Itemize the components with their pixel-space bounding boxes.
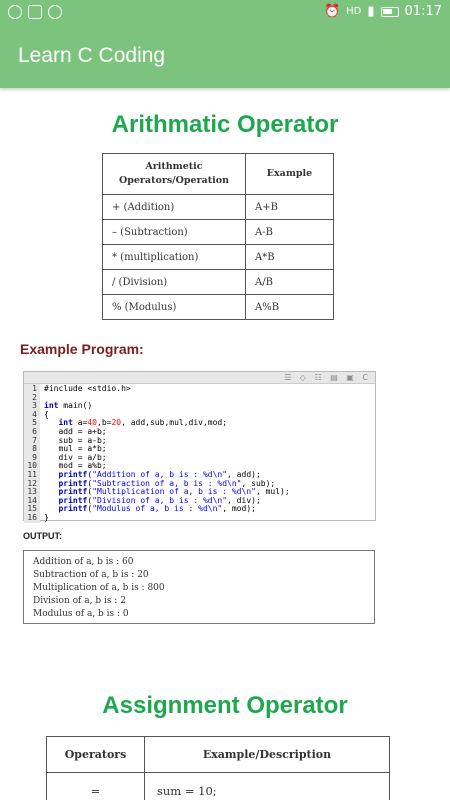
output-label: OUTPUT:	[23, 531, 62, 541]
code-toolbar-icons[interactable]: ☰ ◇ ☷ ▤ ▣ C	[284, 373, 371, 382]
code-line: sub = a-b;	[44, 435, 107, 445]
line-number: 3	[32, 401, 37, 411]
output-line: Subtraction of a, b is : 20	[33, 570, 149, 580]
line-number: 12	[27, 478, 37, 488]
line-number-gutter	[24, 384, 40, 523]
line-number: 11	[27, 469, 37, 479]
line-number: 15	[27, 504, 37, 514]
code-line: int main()	[44, 401, 93, 411]
assignment-operators-table	[46, 736, 390, 800]
table-cell-example: A+B	[246, 195, 334, 220]
table-row	[103, 195, 334, 220]
table-header-operators: Operators	[47, 737, 145, 773]
signal-icon: ▮	[367, 4, 375, 19]
table-cell-example: sum = 10;	[145, 773, 390, 800]
system-icons	[324, 4, 442, 19]
output-box	[23, 550, 375, 624]
battery-icon	[381, 7, 399, 17]
arithmetic-operators-table	[102, 153, 334, 320]
example-program-label: Example Program:	[20, 341, 144, 357]
output-line: Addition of a, b is : 60	[33, 557, 134, 567]
assignment-operator-heading: Assignment Operator	[102, 692, 348, 719]
code-line: printf("Subtraction of a, b is : %d\n", sub);	[58, 478, 276, 488]
table-cell-example: A/B	[246, 270, 334, 295]
line-number: 6	[32, 426, 37, 436]
line-number: 14	[27, 495, 37, 505]
table-cell-example: A%B	[246, 295, 334, 320]
code-body	[24, 384, 375, 523]
line-number: 2	[32, 392, 37, 402]
line-number: 9	[32, 452, 37, 462]
app-title: Learn C Coding	[18, 44, 166, 67]
table-cell-operator: – (Subtraction)	[103, 220, 246, 245]
code-toolbar	[24, 372, 375, 384]
code-line: printf("Multiplication of a, b is : %d\n", mul);	[58, 487, 290, 497]
table-header-row	[47, 737, 390, 773]
code-viewer	[23, 371, 376, 521]
table-header-operators: Arithmetic Operators/Operation	[103, 154, 246, 195]
code-line: {	[44, 409, 49, 419]
code-line: printf("Addition of a, b is : %d\n", add);	[58, 469, 261, 479]
table-header-row	[103, 154, 334, 195]
table-row	[47, 773, 390, 800]
table-cell-operator: * (multiplication)	[103, 245, 246, 270]
code-lines	[40, 384, 290, 523]
app-bar	[0, 25, 450, 88]
line-number: 1	[32, 384, 37, 393]
table-cell-operator: + (Addition)	[103, 195, 246, 220]
table-header-example: Example	[246, 154, 334, 195]
output-line: Modulus of a, b is : 0	[33, 609, 129, 619]
table-cell-operator: % (Modulus)	[103, 295, 246, 320]
line-number: 5	[32, 418, 37, 428]
table-row	[103, 220, 334, 245]
code-line: printf("Division of a, b is : %d\n", div);	[58, 495, 261, 505]
code-line: }	[44, 512, 49, 522]
code-line: int a=40,b=20, add,sub,mul,div,mod;	[58, 418, 228, 428]
code-line: div = a/b;	[44, 452, 107, 462]
line-number: 4	[32, 409, 37, 419]
table-cell-operator: =	[47, 773, 145, 800]
image-icon	[28, 5, 42, 19]
code-line: #include <stdio.h>	[44, 384, 131, 393]
code-line: mod = a%b;	[44, 461, 107, 471]
table-row	[103, 295, 334, 320]
line-number: 16	[27, 512, 37, 522]
table-cell-example: A*B	[246, 245, 334, 270]
status-bar	[0, 0, 450, 25]
clock: 01:17	[404, 4, 442, 19]
code-line: printf("Modulus of a, b is : %d\n", mod);	[58, 504, 256, 514]
network-type: HD	[346, 6, 362, 17]
notification-icons	[8, 5, 62, 19]
line-number: 13	[27, 487, 37, 497]
table-row	[103, 245, 334, 270]
whatsapp-icon	[8, 5, 22, 19]
alarm-icon: ⏰	[323, 4, 341, 19]
table-cell-operator: / (Division)	[103, 270, 246, 295]
table-header-description: Example/Description	[145, 737, 390, 773]
output-line: Multiplication of a, b is : 800	[33, 583, 165, 593]
code-line: mul = a*b;	[44, 444, 107, 454]
arithmetic-operator-heading: Arithmatic Operator	[111, 111, 339, 138]
messenger-icon	[48, 5, 62, 19]
code-line: add = a+b;	[44, 426, 107, 436]
line-number: 7	[32, 435, 37, 445]
table-cell-example: A-B	[246, 220, 334, 245]
output-line: Division of a, b is : 2	[33, 596, 126, 606]
line-number: 10	[27, 461, 37, 471]
line-number: 8	[32, 444, 37, 454]
table-row	[103, 270, 334, 295]
